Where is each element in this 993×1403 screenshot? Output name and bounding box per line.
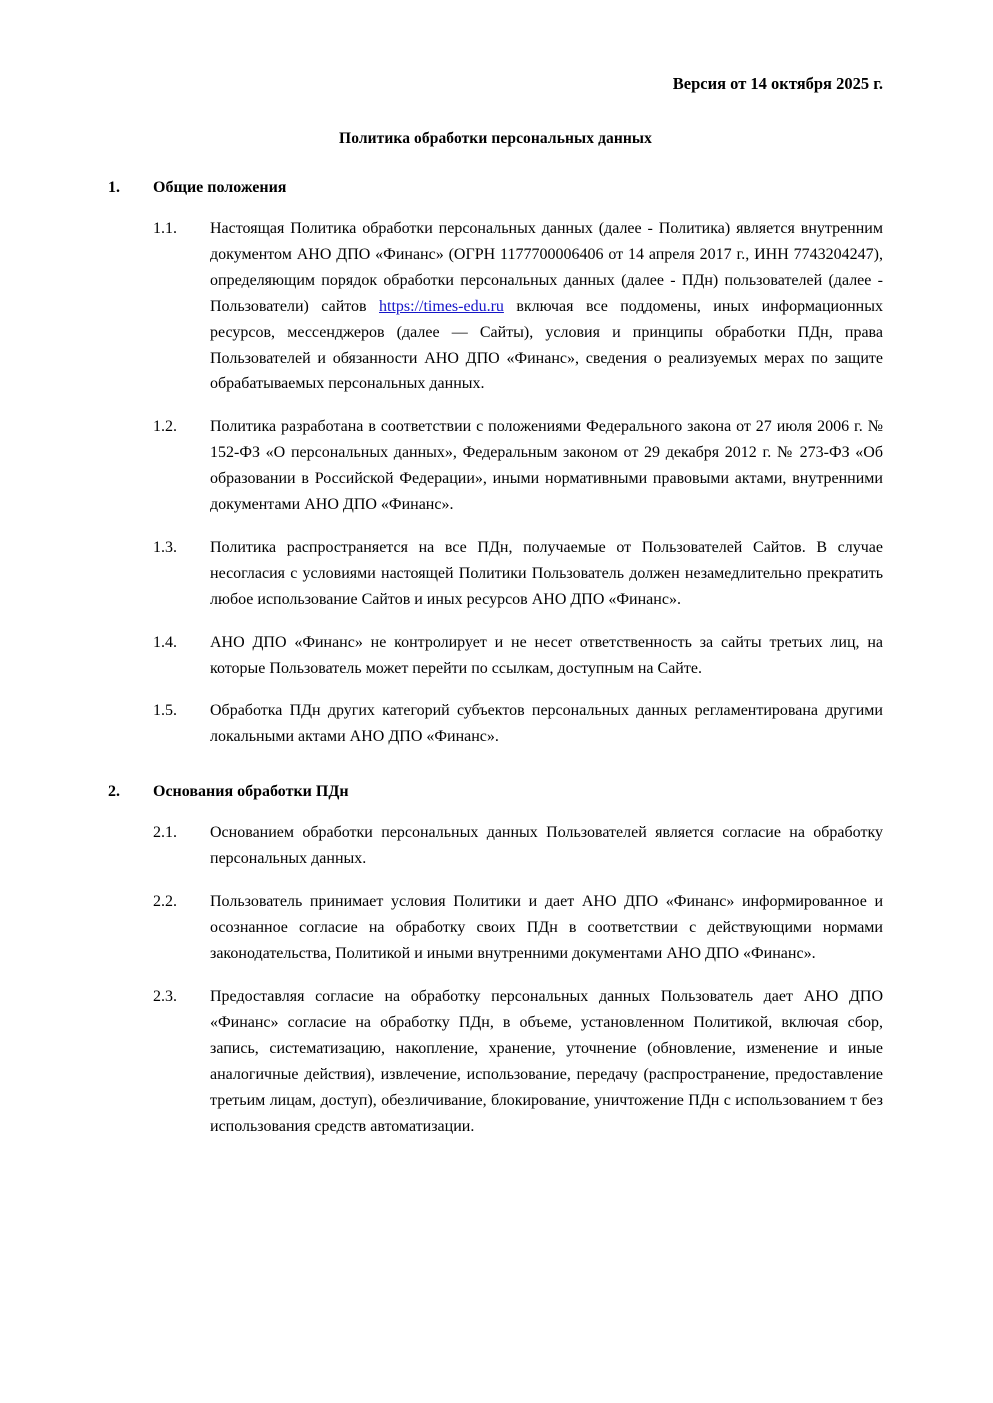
document-version: Версия от 14 октября 2025 г. (672, 74, 883, 93)
paragraph-text-before-link: Настоящая Политика обработки персональных данных (далее - Политика) является внутренним документом АНО ДПО «Финанс» (ОГРН 1177700006406 от 14 апреля 2017 г., ИНН 7743204247), определяющим порядок обработки персональных данных (далее - ПДн) пользователей (далее - Пользователи) сайтов (210, 219, 883, 315)
paragraph-text: Предоставляя согласие на обработку персональных данных Пользователь дает АНО ДПО «Финанс» согласие на обработку ПДн, в объеме, установленном Политикой, включая сбор, запись, систематизацию, накопление, хранение, уточнение (обновление, изменение и иные аналогичные действия), извлечение, использование, передачу (распространение, предоставление третьим лицам, доступ), обезличивание, блокирование, уничтожение ПДн с использованием т без использования средств автоматизации. (210, 988, 883, 1135)
paragraph-1-2 (108, 414, 883, 518)
paragraph-1-1 (108, 216, 883, 397)
paragraph-number: 2.1. (153, 824, 177, 842)
section-title: Основания обработки ПДн (153, 783, 349, 801)
paragraph-2-2 (108, 889, 883, 967)
paragraph-text: Основанием обработки персональных данных Пользователей является согласие на обработку персональных данных. (210, 824, 883, 868)
paragraph-text: Пользователь принимает условия Политики и дает АНО ДПО «Финанс» информированное и осознанное согласие на обработку своих ПДн в соответствии с действующими нормами законодательства, Политикой и иными внутренними документами АНО ДПО «Финанс». (210, 893, 883, 963)
paragraph-number: 2.2. (153, 893, 177, 911)
paragraph-number: 1.1. (153, 219, 177, 237)
paragraph-1-4 (108, 630, 883, 682)
paragraph-text: АНО ДПО «Финанс» не контролирует и не несет ответственность за сайты третьих лиц, на которые Пользователь может перейти по ссылкам, доступным на Сайте. (210, 633, 883, 677)
paragraph-number: 1.5. (153, 702, 177, 720)
paragraph-1-3 (108, 535, 883, 613)
paragraph-number: 1.4. (153, 633, 177, 651)
paragraph-text: Политика разработана в соответствии с положениями Федерального закона от 27 июля 2006 г. № 152-ФЗ «О персональных данных», Федеральным законом от 29 декабря 2012 г. № 273-ФЗ «Об образовании в Российской Федерации», иными нормативными правовыми актами, внутренними документами АНО ДПО «Финанс». (210, 418, 883, 514)
paragraph-text (210, 216, 883, 397)
paragraph-text: Обработка ПДн других категорий субъектов персональных данных регламентирована другими локальными актами АНО ДПО «Финанс». (210, 702, 883, 746)
paragraph-number: 2.3. (153, 988, 177, 1006)
times-edu-link[interactable]: https://times-edu.ru (379, 297, 504, 315)
section-number: 2. (108, 783, 120, 801)
paragraph-2-3 (108, 984, 883, 1139)
section-number: 1. (108, 178, 120, 196)
paragraph-1-5 (108, 698, 883, 750)
paragraph-text: Политика распространяется на все ПДн, получаемые от Пользователей Сайтов. В случае несогласия с условиями настоящей Политики Пользователь должен незамедлительно прекратить любое использование Сайтов и иных ресурсов АНО ДПО «Финанс». (210, 538, 883, 608)
paragraph-number: 1.2. (153, 418, 177, 436)
paragraph-text-after-link: включая все поддомены, иных информационных ресурсов, мессенджеров (далее — Сайты), условия и принципы обработки ПДн, права Пользователей и обязанности АНО ДПО «Финанс», сведения о реализуемых мерах по защите обрабатываемых персональных данных. (210, 297, 883, 393)
paragraph-2-1 (108, 820, 883, 872)
paragraph-number: 1.3. (153, 538, 177, 556)
section-heading-2 (108, 780, 883, 803)
section-title: Общие положения (153, 178, 287, 196)
page-title: Политика обработки персональных данных (339, 129, 652, 147)
section-heading-1 (108, 176, 883, 199)
